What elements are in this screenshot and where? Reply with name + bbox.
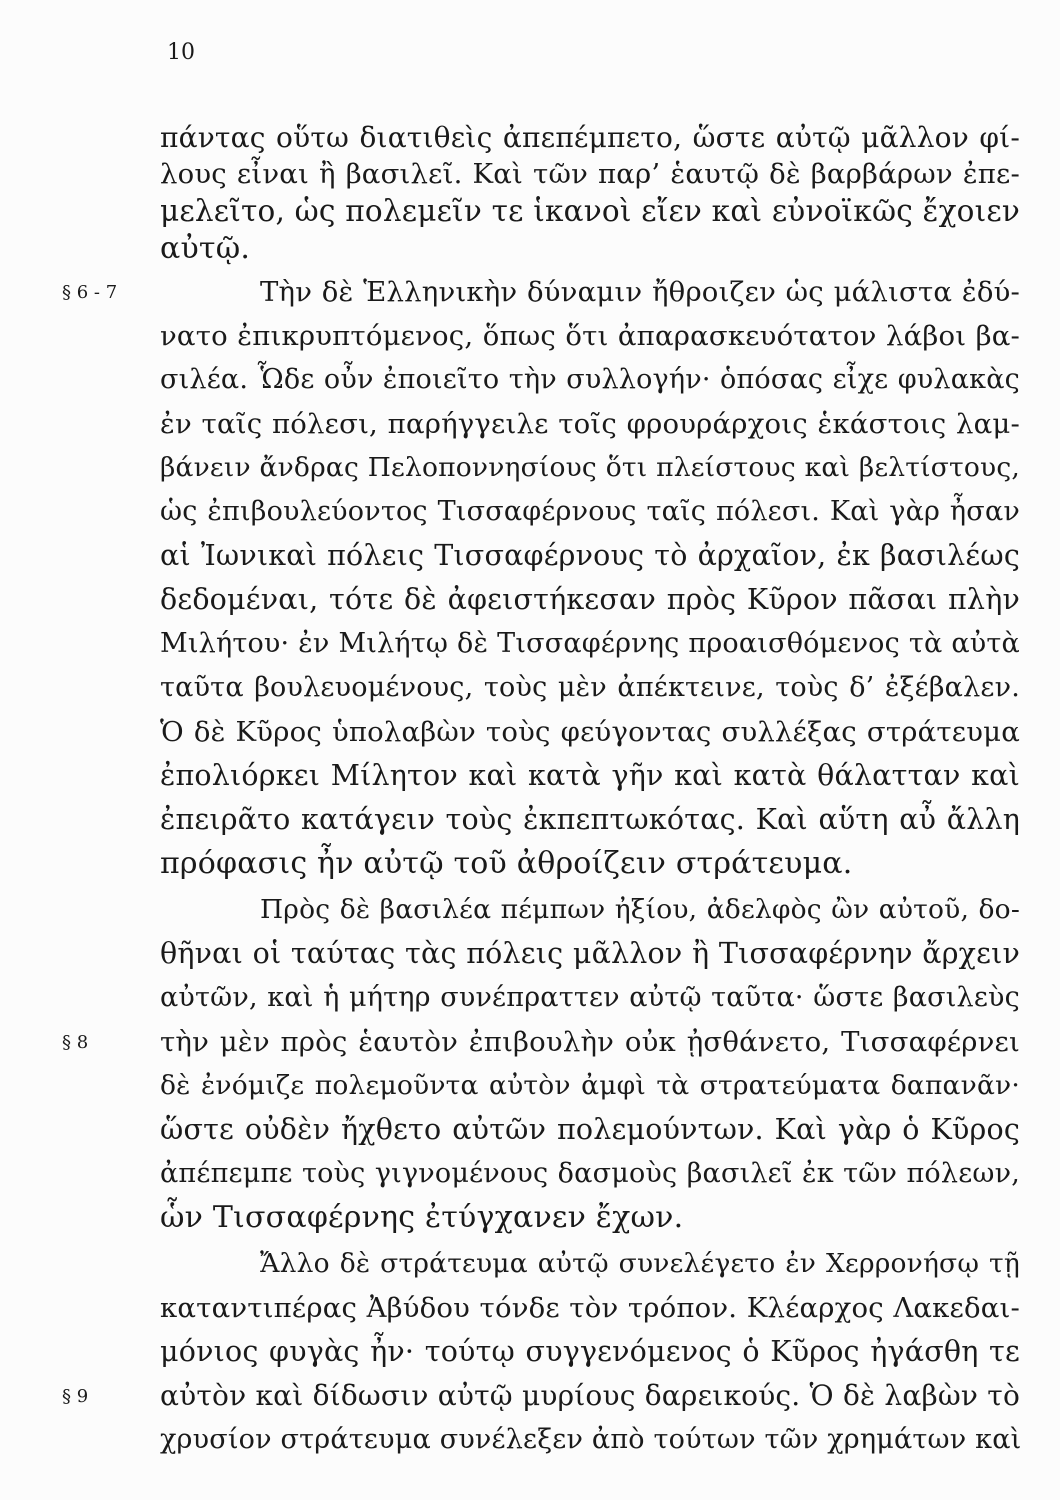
section-marker: § 6 - 7 xyxy=(62,282,118,303)
text-line: Τὴν δὲ Ἑλληνικὴν δύναμιν ἤθροιζεν ὡς μάλιστα ἐδύ- xyxy=(260,276,1020,308)
text-line: ἐπειρᾶτο κατάγειν τοὺς ἐκπεπτωκότας. Καὶ αὕτη αὖ ἄλλη xyxy=(160,803,1020,836)
text-line: δεδομέναι, τότε δὲ ἀφειστήκεσαν πρὸς Κῦρον πᾶσαι πλὴν xyxy=(160,583,1020,616)
text-line: αἱ Ἰωνικαὶ πόλεις Τισσαφέρνους τὸ ἀρχαῖον, ἐκ βασιλέως xyxy=(160,539,1020,572)
page-number: 10 xyxy=(167,40,195,65)
text-line: τὴν μὲν πρὸς ἑαυτὸν ἐπιβουλὴν οὐκ ᾐσθάνετο, Τισσαφέρνει xyxy=(160,1026,1020,1058)
text-line: μελεῖτο, ὡς πολεμεῖν τε ἱκανοὶ εἴεν καὶ εὐνοϊκῶς ἔχοιεν xyxy=(160,194,1020,228)
text-line: ἐπολιόρκει Μίλητον καὶ κατὰ γῆν καὶ κατὰ θάλατταν καὶ xyxy=(160,759,1020,792)
text-line: ὧν Τισσαφέρνης ἐτύγχανεν ἔχων. xyxy=(160,1200,684,1235)
text-line: χρυσίον στράτευμα συνέλεξεν ἀπὸ τούτων τῶν χρημάτων καὶ xyxy=(160,1424,1022,1455)
text-line: πάντας οὕτω διατιθεὶς ἀπεπέμπετο, ὥστε αὐτῷ μᾶλλον φί- xyxy=(160,121,1020,154)
text-line: ταῦτα βουλευομένους, τοὺς μὲν ἀπέκτεινε, τοὺς δ’ ἐξέβαλεν. xyxy=(160,672,1020,703)
text-line: βάνειν ἄνδρας Πελοποννησίους ὅτι πλείστους καὶ βελτίστους, xyxy=(160,452,1020,483)
section-marker: § 8 xyxy=(62,1032,89,1053)
text-line: Ἄλλο δὲ στράτευμα αὐτῷ συνελέγετο ἐν Χερρονήσῳ τῇ xyxy=(260,1248,1020,1279)
text-line: νατο ἐπικρυπτόμενος, ὅπως ὅτι ἀπαρασκευότατον λάβοι βα- xyxy=(160,320,1020,352)
text-line: Πρὸς δὲ βασιλέα πέμπων ἠξίου, ἀδελφὸς ὢν αὐτοῦ, δο- xyxy=(260,894,1020,925)
text-line: Ὁ δὲ Κῦρος ὑπολαβὼν τοὺς φεύγοντας συλλέξας στράτευμα xyxy=(160,716,1020,748)
text-line: ἀπέπεμπε τοὺς γιγνομένους δασμοὺς βασιλεῖ ἐκ τῶν πόλεων, xyxy=(160,1158,1020,1189)
text-line: ὡς ἐπιβουλεύοντος Τισσαφέρνους ταῖς πόλεσι. Καὶ γὰρ ἦσαν xyxy=(160,496,1020,527)
text-line: αὐτῶν, καὶ ἡ μήτηρ συνέπραττεν αὐτῷ ταῦτα· ὥστε βασιλεὺς xyxy=(160,982,1020,1013)
text-line: δὲ ἐνόμιζε πολεμοῦντα αὐτὸν ἀμφὶ τὰ στρατεύματα δαπανᾶν· xyxy=(160,1070,1020,1101)
text-line: σιλέα. Ὧδε οὖν ἐποιεῖτο τὴν συλλογήν· ὁπόσας εἶχε φυλακὰς xyxy=(160,364,1020,395)
text-line: πρόφασις ἦν αὐτῷ τοῦ ἀθροίζειν στράτευμα. xyxy=(160,846,853,881)
section-marker: § 9 xyxy=(62,1386,89,1407)
text-line: αὐτῷ. xyxy=(160,231,251,266)
text-line: μόνιος φυγὰς ἦν· τούτῳ συγγενόμενος ὁ Κῦρος ἠγάσθη τε xyxy=(160,1335,1020,1368)
text-line: ὥστε οὐδὲν ἤχθετο αὐτῶν πολεμούντων. Καὶ γὰρ ὁ Κῦρος xyxy=(160,1113,1020,1146)
text-line: ἐν ταῖς πόλεσι, παρήγγειλε τοῖς φρουράρχοις ἑκάστοις λαμ- xyxy=(160,408,1020,440)
text-line: Μιλήτου· ἐν Μιλήτῳ δὲ Τισσαφέρνης προαισθόμενος τὰ αὐτὰ xyxy=(160,628,1020,659)
text-line: καταντιπέρας Ἀβύδου τόνδε τὸν τρόπον. Κλέαρχος Λακεδαι- xyxy=(160,1292,1020,1324)
text-line: λους εἶναι ἢ βασιλεῖ. Καὶ τῶν παρ’ ἑαυτῷ δὲ βαρβάρων ἐπε- xyxy=(160,158,1020,190)
text-line: θῆναι οἱ ταύτας τὰς πόλεις μᾶλλον ἢ Τισσαφέρνην ἄρχειν xyxy=(160,937,1020,970)
text-line: αὐτὸν καὶ δίδωσιν αὐτῷ μυρίους δαρεικούς. Ὁ δὲ λαβὼν τὸ xyxy=(160,1379,1020,1412)
